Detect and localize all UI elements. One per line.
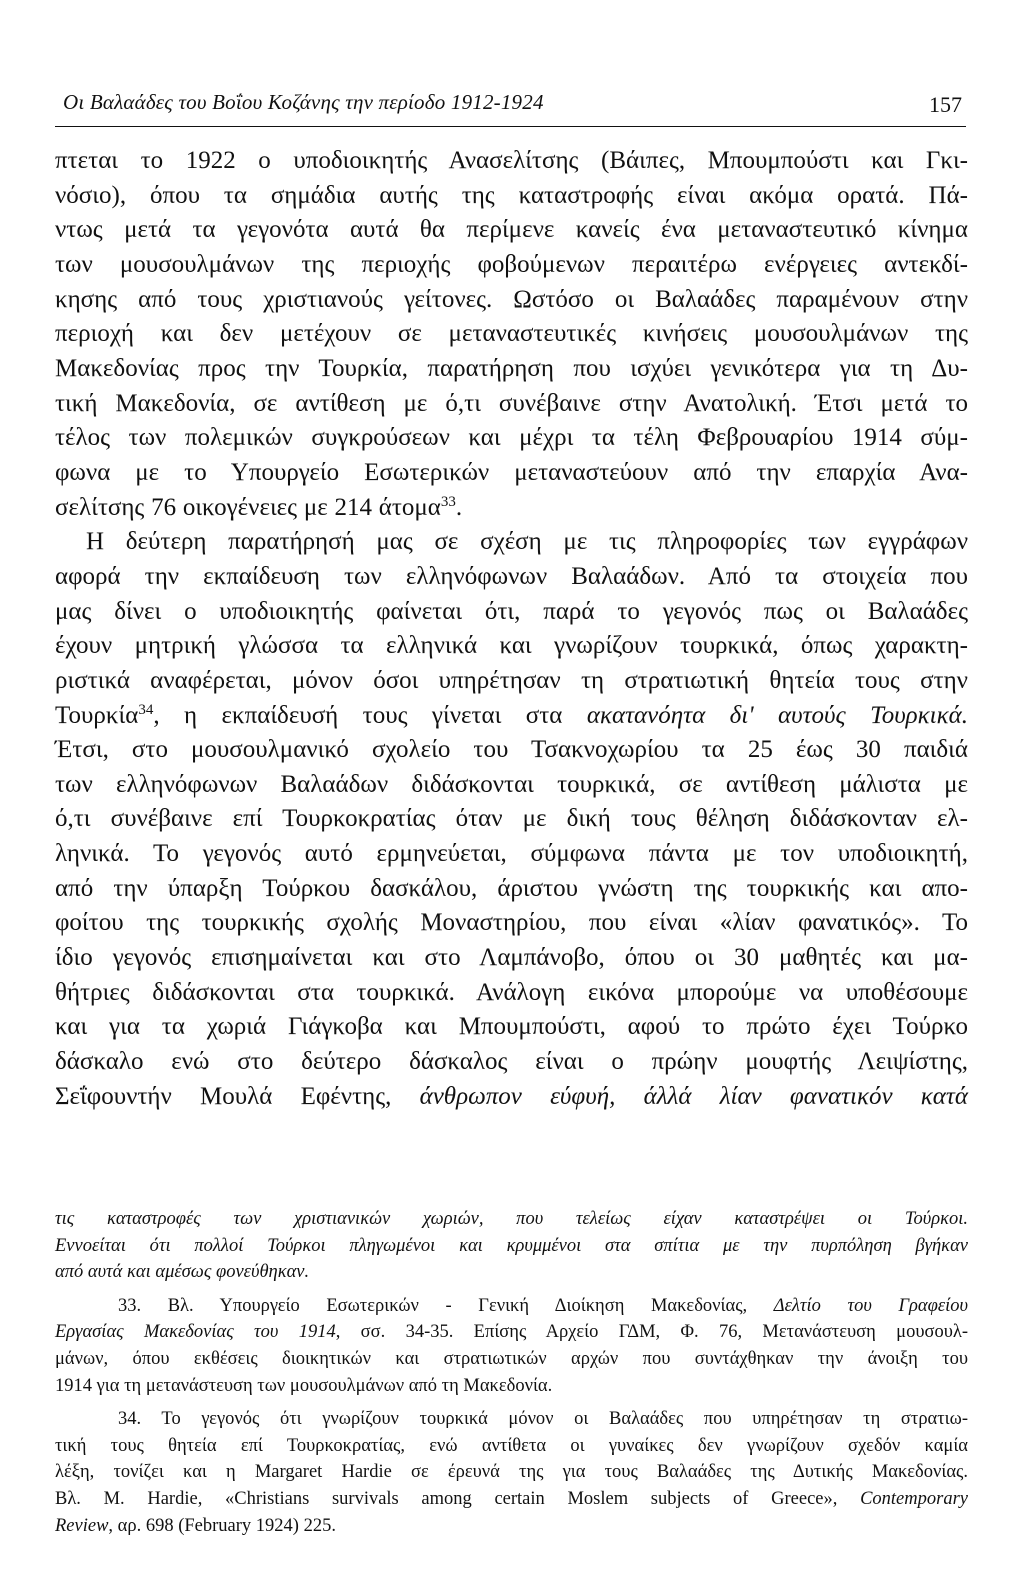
text-line: τέλος των πολεμικών συγκρούσεων και μέχρι τα τέλη Φεβρουαρίου 1914 σύμ- — [55, 424, 968, 452]
cited-title: Contemporary — [860, 1488, 968, 1509]
text-line: δάσκαλο ενώ στο δεύτερο δάσκαλος είναι ο πρώην μουφτής Λειψίστης, — [55, 1048, 968, 1076]
text-line: φοίτου της τουρκικής σχολής Μοναστηρίου, που είναι «λίαν φανατικός». Το — [55, 909, 968, 937]
footnote-continuation-line: από αυτά και αμέσως φονεύθηκαν. — [55, 1262, 310, 1283]
text-line: ίδιο γεγονός επισημαίνεται και στο Λαμπάνοβο, όπου οι 30 μαθητές και μα- — [55, 944, 968, 972]
text-line: και για τα χωριά Γιάγκοβα και Μπουμπούστι, αφού το πρώτο έχει Τούρκο — [55, 1013, 968, 1041]
text-line: Μακεδονίας προς την Τουρκία, παρατήρηση που ισχύει γενικότερα για τη Δυ- — [55, 354, 968, 382]
text-line: κησης από τους χριστιανούς γείτονες. Ωστόσο οι Βαλαάδες παραμένουν στην — [55, 285, 968, 313]
footnote-34-line — [55, 1513, 968, 1540]
text-fragment: Βλ. M. Hardie, «Christians survivals among certain Moslem subjects of Greece», — [55, 1488, 861, 1509]
footnote-34-line: 34. Το γεγονός ότι γνωρίζουν τουρκικά μόνον οι Βαλαάδες που υπηρέτησαν τη στρατιω- — [118, 1409, 968, 1430]
running-title: Οι Βαλαάδες του Βοΐου Κοζάνης την περίοδο 1912-1924 — [63, 90, 544, 114]
footnote-34-line — [55, 1486, 968, 1513]
text-line: πτεται το 1922 ο υποδιοικητής Ανασελίτσης (Βάιπες, Μπουμπούστι και Γκι- — [55, 147, 968, 174]
text-line: από την ύπαρξη Τούρκου δασκάλου, άριστου γνώστη της τουρκικής και απο- — [55, 874, 968, 902]
text-fragment: , σσ. 34-35. Επίσης Αρχείο ΓΔΜ, Φ. 76, Μετανάστευση μουσουλ- — [335, 1322, 968, 1343]
text-fragment: Σεΐφουντήν Μουλά Εφέντης, — [55, 1082, 420, 1110]
footnotes — [55, 1206, 968, 1539]
text-fragment: , αρ. 698 (February 1924) 225. — [108, 1515, 336, 1536]
text-line: ριστικά αναφέρεται, μόνον όσοι υπηρέτησαν τη στρατιωτική θητεία τους στην — [55, 666, 968, 694]
text-line — [55, 1080, 968, 1115]
text-line: θήτριες διδάσκονται στα τουρκικά. Ανάλογη εικόνα μπορούμε να υποθέσουμε — [55, 978, 968, 1006]
footnote-34-line: τική τους θητεία επί Τουρκοκρατίας, ενώ αντίθετα οι γυναίκες δεν γνωρίζουν σχεδόν καμία — [55, 1435, 968, 1456]
text-fragment: σελίτσης 76 οικογένειες με 214 άτομα — [55, 493, 441, 521]
text-line: αφορά την εκπαίδευση των ελληνόφωνων Βαλαάδων. Από τα στοιχεία που — [55, 562, 968, 590]
main-text — [55, 144, 968, 1114]
footnote-continuation-line: Εννοείται ότι πολλοί Τούρκοι πληγωμένοι και κρυμμένοι στα σπίτια με την πυρπόληση βγήκαν — [55, 1235, 968, 1256]
footnote-33-line — [55, 1293, 968, 1320]
text-line: Έτσι, στο μουσουλμανικό σχολείο του Τσακνοχωρίου τα 25 έως 30 παιδιά — [55, 736, 968, 764]
text-line: σελίτσης 76 οικογένειες με 214 άτομα$^{33}$. — [55, 493, 463, 521]
text-line: Η δεύτερη παρατήρησή μας σε σχέση με τις πληροφορίες των εγγράφων — [86, 528, 968, 556]
footnote-33-line — [55, 1319, 968, 1346]
text-line: φωνα με το Υπουργείο Εσωτερικών μεταναστεύουν από την επαρχία Ανα- — [55, 458, 968, 486]
text-line: έχουν μητρική γλώσσα τα ελληνικά και γνωρίζουν τουρκικά, όπως χαρακτη- — [55, 632, 968, 660]
text-fragment: , η εκπαίδευσή τους γίνεται στα — [153, 701, 587, 729]
footnote-33-line: 1914 για τη μετανάστευση των μουσουλμάνων από τη Μακεδονία. — [55, 1375, 553, 1396]
text-line — [55, 699, 968, 734]
text-line: τική Μακεδονία, σε αντίθεση με ό,τι συνέβαινε στην Ανατολική. Έτσι μετά το — [55, 389, 968, 417]
footnote-ref-33: 33 — [440, 493, 456, 510]
page-number: 157 — [929, 92, 962, 117]
text-fragment: 33. Βλ. Υπουργείο Εσωτερικών - Γενική Διοίκηση Μακεδονίας, — [118, 1295, 774, 1316]
footnote-33-line: μάνων, όπου εκθέσεις διοικητικών και στρατιωτικών αρχών που συντάχθηκαν την άνοιξη του — [55, 1348, 968, 1369]
italic-quote: άνθρωπον εύφυή, άλλά λίαν φανατικόν κατά — [419, 1082, 968, 1110]
cited-title: Δελτίο του Γραφείου — [773, 1295, 968, 1316]
text-line: των ελληνόφωνων Βαλαάδων διδάσκονται τουρκικά, σε αντίθεση μάλιστα με — [55, 770, 968, 798]
footnote-34-line: λέξη, τονίζει και η Margaret Hardie σε έρευνά της για τους Βαλαάδες της Δυτικής Μακεδονίας. — [55, 1462, 968, 1483]
footnote-ref-34: 34 — [138, 701, 154, 718]
text-line: περιοχή και δεν μετέχουν σε μεταναστευτικές κινήσεις μουσουλμάνων της — [55, 320, 968, 348]
cited-title: Review — [55, 1515, 109, 1536]
cited-title: Εργασίας Μακεδονίας του 1914 — [55, 1322, 336, 1343]
italic-quote: ακατανόητα δι' αυτούς Τουρκικά. — [586, 701, 969, 729]
text-line: ληνικά. Το γεγονός αυτό ερμηνεύεται, σύμφωνα πάντα με τον υποδιοικητή, — [55, 840, 968, 868]
text-line: μας δίνει ο υποδιοικητής φαίνεται ότι, παρά το γεγονός πως οι Βαλαάδες — [55, 597, 968, 625]
text-line: των μουσουλμάνων της περιοχής φοβούμενων περαιτέρω ενέργειες αντεκδί- — [55, 250, 968, 278]
text-line: νόσιο), όπου τα σημάδια αυτής της καταστροφής είναι ακόμα ορατά. Πά- — [55, 181, 968, 209]
text-line: ό,τι συνέβαινε επί Τουρκοκρατίας όταν με δική τους θέληση διδάσκονταν ελ- — [55, 805, 968, 833]
text-line: ντως μετά τα γεγονότα αυτά θα περίμενε κανείς ένα μεταναστευτικό κίνημα — [55, 216, 968, 244]
running-header — [55, 86, 966, 127]
footnote-continuation-line: τις καταστροφές των χριστιανικών χωριών, που τελείως είχαν καταστρέψει οι Τούρκοι. — [55, 1209, 968, 1229]
text-fragment: Τουρκία — [55, 701, 139, 729]
